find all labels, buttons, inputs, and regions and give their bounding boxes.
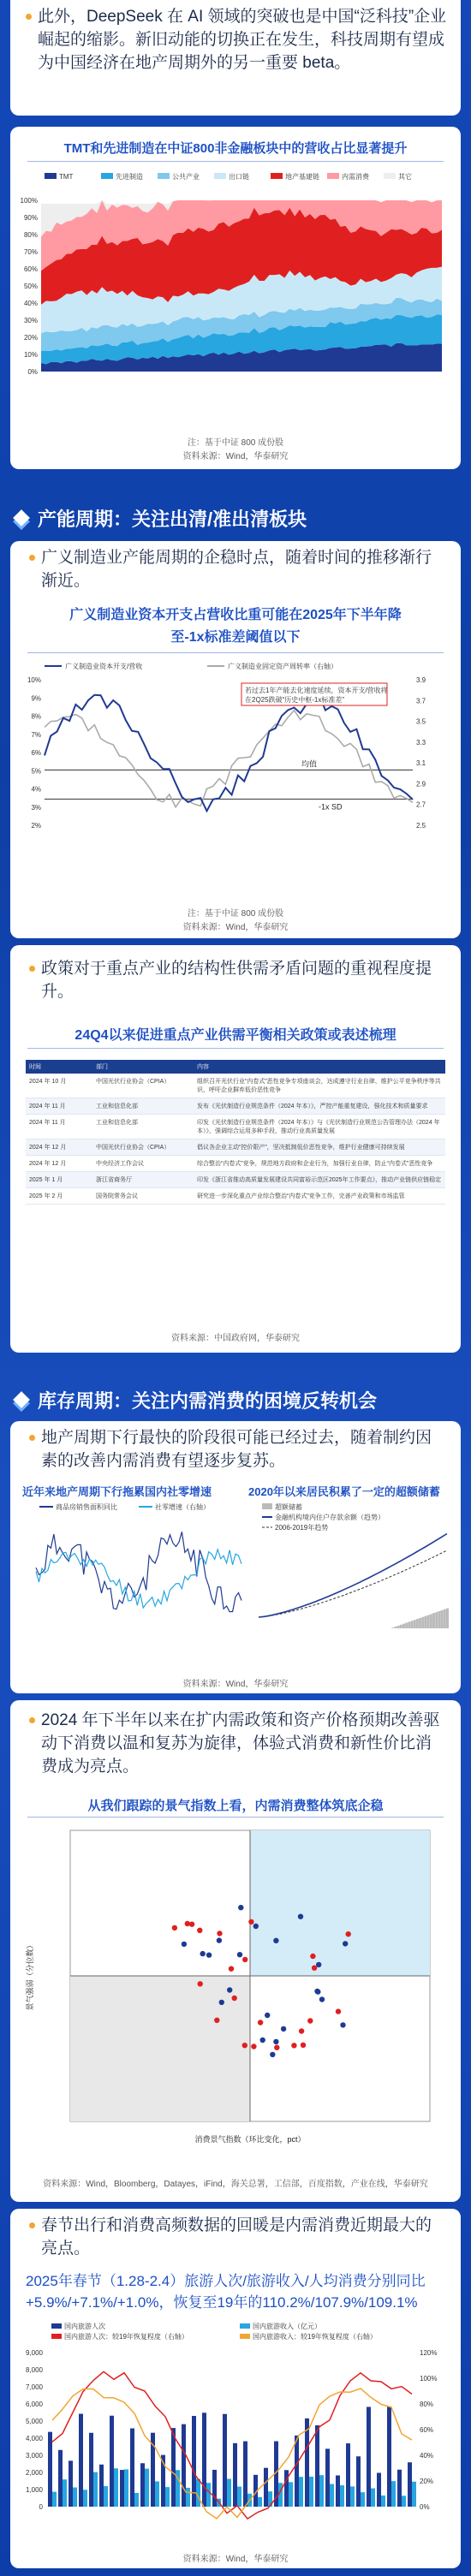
bar-visitors	[356, 2456, 361, 2507]
diamond-icon	[13, 509, 30, 527]
scatter-point	[336, 2008, 341, 2014]
bar-revenue	[299, 2477, 303, 2507]
legend-label: 地产基建链	[285, 173, 319, 181]
bar-visitors	[48, 2432, 52, 2507]
y-right-tick: 2.5	[416, 822, 426, 830]
y-right-tick: 120%	[420, 2349, 438, 2357]
block6-source: 资料来源：Wind，华泰研究	[182, 2555, 289, 2564]
bullet-dot	[26, 14, 32, 20]
annotation-text: 若过去1年产能去化速度延续，资本开支/营收将	[245, 687, 388, 694]
y-left-tick: 7%	[31, 730, 41, 739]
legend-swatch	[384, 173, 396, 179]
bar-visitors	[367, 2406, 371, 2507]
bar-visitors	[202, 2412, 206, 2507]
policy-card	[10, 945, 461, 1353]
y-left-tick: 10%	[27, 676, 41, 684]
y-left-tick: 6,000	[25, 2400, 43, 2408]
y-right-tick: 3.5	[416, 717, 426, 726]
legend-label: 2006-2019年趋势	[275, 1524, 329, 1532]
bar-revenue	[330, 2484, 334, 2507]
bar-revenue	[63, 2479, 67, 2507]
bar-visitors	[171, 2428, 176, 2507]
legend-swatch	[240, 2323, 250, 2329]
scatter-point	[242, 2043, 247, 2048]
scatter-point	[238, 1905, 243, 1910]
bar-visitors	[110, 2416, 114, 2507]
bar-visitors	[243, 2442, 247, 2507]
excess-saving-bar	[421, 1617, 424, 1628]
y-right-tick: 2.7	[416, 800, 426, 809]
table-cell: 浙江省商务厅	[92, 1172, 194, 1188]
title-divider	[27, 652, 444, 653]
scatter-point	[310, 1954, 315, 1959]
table-cell: 发布《光伏制造行业规范条件（2024 年本）》，严控产能重复建设，强化技术和质量要求	[194, 1098, 445, 1115]
legend-swatch	[327, 173, 339, 179]
excess-saving-bar	[394, 1627, 396, 1628]
table-cell: 2025 年 2 月	[26, 1188, 92, 1205]
series-line-turnover	[45, 711, 413, 807]
excess-saving-bar	[419, 1618, 421, 1628]
bar-visitors	[212, 2470, 217, 2507]
y-left-tick: 5%	[31, 767, 41, 776]
table-cell: 印发《光伏制造行业规范条件（2024 年本）》与《光伏制造行业规范公告管理办法（2024 年本）》，强调综合运用多种手段，推动行业高质量发展	[194, 1115, 445, 1139]
legend-label: 超额储蓄	[275, 1503, 302, 1511]
scatter-point	[260, 2038, 265, 2043]
table-cell: 研究进一步深化重点产业综合整治“内卷式”竞争工作，完善产业政策和市场监管	[194, 1188, 445, 1205]
bar-revenue	[52, 2492, 57, 2507]
scatter-point	[172, 1925, 177, 1931]
excess-saving-bar	[432, 1613, 435, 1628]
chart1-card	[10, 127, 461, 469]
y-left-tick: 3%	[31, 803, 41, 812]
legend-label: 其它	[398, 173, 412, 181]
y-left-tick: 8,000	[25, 2366, 43, 2374]
y-tick-label: 90%	[23, 214, 38, 222]
bar-visitors	[408, 2462, 412, 2507]
bar-visitors	[58, 2450, 63, 2507]
scatter-point	[232, 1996, 237, 2001]
scatter-point	[273, 1938, 278, 1943]
diamond-icon	[13, 1391, 30, 1408]
table-row	[26, 1139, 445, 1156]
scatter-point	[214, 2018, 219, 2023]
excess-saving-bar	[430, 1614, 432, 1628]
section4-card	[10, 1421, 461, 1693]
chart2-note: 注：基于中证 800 成份股	[187, 909, 284, 919]
table-cell: 中国光伏行业协会（CPIA）	[92, 1139, 194, 1156]
table-cell: 中央经济工作会议	[92, 1156, 194, 1172]
chart1-note: 注：基于中证 800 成份股	[187, 438, 284, 448]
legend-label: 广义制造业固定资产周转率（右轴）	[228, 663, 337, 670]
scatter-point	[312, 1966, 317, 1971]
bar-visitors	[69, 2460, 73, 2507]
header-dept: 部门	[92, 1060, 194, 1074]
section2-heading: 产能周期：关注出清/准出清板块	[15, 505, 307, 532]
section4-source: 资料来源：Wind，华泰研究	[182, 1680, 289, 1689]
bar-visitors	[284, 2470, 289, 2507]
table-cell: 中国光伏行业协会（CPIA）	[92, 1074, 194, 1098]
block5-chart-title: 从我们跟踪的景气指数上看，内需消费整体筑底企稳	[87, 1799, 384, 1813]
bar-revenue	[206, 2483, 211, 2507]
y-tick-label: 30%	[23, 317, 38, 324]
bar-revenue	[391, 2481, 396, 2507]
chart1-source: 资料来源：Wind，华泰研究	[182, 452, 289, 461]
legend-label: 广义制造业资本开支/营收	[65, 663, 143, 670]
y-left-tick: 6%	[31, 749, 41, 757]
y-left-tick: 9%	[31, 694, 41, 703]
chart1-svg	[10, 166, 461, 431]
y-tick-label: 50%	[23, 283, 38, 290]
scatter-point	[197, 1928, 202, 1933]
table-row	[26, 1156, 445, 1172]
scatter-point	[198, 1981, 203, 1986]
bar-revenue	[145, 2469, 149, 2507]
policy-table-title: 24Q4以来促进重点产业供需平衡相关政策或表述梳理	[75, 1028, 396, 1043]
scatter-point	[219, 2000, 224, 2005]
table-cell: 国务院常务会议	[92, 1188, 194, 1205]
bar-revenue	[237, 2487, 241, 2507]
y-left-tick: 1,000	[25, 2486, 43, 2494]
bar-visitors	[89, 2433, 93, 2507]
legend-label: 国内旅游人次：较19年恢复程度（右轴）	[64, 2333, 188, 2341]
bar-revenue	[83, 2490, 87, 2507]
excess-saving-bar	[400, 1625, 402, 1628]
table-cell: 印发《浙江省推动高质量发展建设共同富裕示范区2025年工作要点》，推动产业链供应链稳定	[194, 1172, 445, 1188]
chart-right-title: 2020年以来居民积累了一定的超额储蓄	[248, 1485, 440, 1498]
scatter-point	[307, 2018, 313, 2023]
y-tick-label: 60%	[23, 265, 38, 273]
legend-label: 内需消费	[342, 173, 369, 181]
scatter-point	[319, 1996, 325, 2002]
legend-label: 国内旅游收入：较19年恢复程度（右轴）	[253, 2333, 377, 2341]
bar-revenue	[319, 2475, 324, 2507]
y-left-tick: 9,000	[25, 2349, 43, 2357]
section2-paragraph: 广义制造业产能周期的企稳时点，随着时间的推移渐行渐近。	[41, 546, 444, 592]
bar-visitors	[325, 2448, 330, 2507]
excess-saving-bar	[402, 1624, 405, 1628]
sd-label: -1x SD	[319, 802, 343, 812]
scatter-point	[265, 2013, 270, 2018]
y-axis-label: 景气强弱（分位数）	[26, 1941, 34, 2011]
header-content: 内容	[194, 1060, 445, 1074]
policy-source: 资料来源：中国政府网，华泰研究	[171, 1334, 300, 1343]
trend-line	[259, 1550, 447, 1617]
bar-visitors	[182, 2424, 186, 2507]
bar-revenue	[104, 2486, 108, 2507]
bullet-dot	[29, 966, 35, 972]
bar-visitors	[130, 2429, 134, 2507]
legend-label: 出口链	[229, 173, 249, 181]
y-left-tick: 2,000	[25, 2469, 43, 2477]
y-left-tick: 2%	[31, 822, 41, 830]
table-cell: 工业和信息化部	[92, 1098, 194, 1115]
series-line-retail	[36, 1550, 241, 1608]
excess-saving-bar	[435, 1612, 438, 1628]
table-cell: 2025 年 1 月	[26, 1172, 92, 1188]
legend-label: 商品房销售面积同比	[56, 1503, 117, 1511]
mean-label: 均值	[301, 759, 318, 769]
intro-card	[10, 0, 461, 116]
legend-label: 国内旅游收入（亿元）	[253, 2323, 321, 2330]
table-cell: 2024 年 11 月	[26, 1098, 92, 1115]
block5-card	[10, 1700, 461, 2202]
intro-paragraph: 此外，DeepSeek 在 AI 领域的突破也是中国“泛科技”企业崛起的缩影。新旧动能的切换正在发生，科技周期有望成为中国经济在地产周期外的另一重要 beta。	[38, 5, 447, 74]
scatter-point	[316, 1962, 321, 1967]
policy-table	[26, 1060, 445, 1205]
quadrant-bg	[70, 1976, 250, 2121]
y-tick-label: 80%	[23, 231, 38, 239]
legend-swatch	[51, 2323, 62, 2329]
bar-revenue	[402, 2496, 406, 2507]
scatter-point	[253, 1924, 259, 1929]
scatter-point	[182, 1942, 187, 1947]
bar-revenue	[289, 2482, 293, 2507]
bar-visitors	[315, 2425, 319, 2507]
excess-saving-bar	[408, 1621, 410, 1628]
header-time: 时间	[26, 1060, 92, 1074]
y-tick-label: 20%	[23, 334, 38, 342]
scatter-point	[298, 1914, 303, 1919]
bullet-dot	[29, 2222, 35, 2228]
chart2-svg	[10, 656, 461, 900]
bar-visitors	[295, 2436, 299, 2507]
bar-revenue	[381, 2496, 385, 2507]
y-right-tick: 3.9	[416, 676, 426, 684]
bar-revenue	[227, 2479, 231, 2507]
excess-saving-bar	[424, 1616, 426, 1628]
bar-visitors	[223, 2414, 227, 2507]
scatter-point	[227, 1987, 232, 1992]
table-row	[26, 1074, 445, 1098]
y-left-tick: 4,000	[25, 2435, 43, 2442]
chart2-title: 广义制造业资本开支占营收比重可能在2025年下半年降至-1x标准差阈值以下	[69, 608, 402, 645]
y-right-tick: 2.9	[416, 780, 426, 788]
scatter-point	[248, 1919, 253, 1925]
excess-saving-bar	[414, 1620, 416, 1628]
bar-visitors	[336, 2475, 340, 2507]
y-left-tick: 0	[39, 2503, 43, 2511]
bar-revenue	[134, 2493, 139, 2507]
bar-visitors	[264, 2468, 268, 2507]
y-right-tick: 0%	[420, 2503, 430, 2511]
chart6-svg	[10, 2318, 461, 2549]
bar-revenue	[371, 2489, 375, 2507]
bar-revenue	[258, 2497, 262, 2507]
excess-saving-bar	[427, 1615, 430, 1628]
bar-visitors	[397, 2470, 402, 2507]
y-right-tick: 3.3	[416, 738, 426, 747]
bar-revenue	[309, 2477, 313, 2507]
excess-saving-bar	[441, 1610, 444, 1628]
scatter-point	[242, 1957, 247, 1962]
excess-saving-bar	[397, 1626, 400, 1628]
block5-paragraph: 2024 年下半年以来在扩内需政策和资产价格预期改善驱动下消费以温和复苏为旋律，体验式消费和新性价比消费成为亮点。	[41, 1709, 444, 1778]
scatter-point	[273, 2039, 278, 2044]
bar-revenue	[165, 2487, 170, 2507]
bar-visitors	[346, 2443, 350, 2507]
table-cell: 2024 年 12 月	[26, 1156, 92, 1172]
table-cell: 2024 年 11 月	[26, 1115, 92, 1139]
y-right-tick: 40%	[420, 2452, 434, 2460]
bar-visitors	[140, 2463, 145, 2507]
bullet-dot	[29, 1717, 35, 1723]
chart1-title: TMT和先进制造在中证800非金融板块中的营收占比显著提升	[63, 141, 408, 156]
y-left-tick: 4%	[31, 785, 41, 794]
chart2-card	[10, 541, 461, 938]
legend-label: 国内旅游人次	[64, 2323, 105, 2330]
scatter-point	[251, 2044, 256, 2049]
bar-revenue	[73, 2488, 77, 2507]
excess-saving-bar	[446, 1609, 449, 1628]
bar-revenue	[350, 2486, 355, 2507]
title-divider	[27, 161, 444, 162]
chart-left-title: 近年来地产周期下行拖累国内社零增速	[22, 1485, 212, 1498]
y-right-tick: 3.7	[416, 697, 426, 705]
y-left-tick: 8%	[31, 712, 41, 721]
table-row	[26, 1098, 445, 1115]
x-axis-label: 消费景气指数（环比变化，pct）	[194, 2135, 306, 2144]
bar-revenue	[340, 2485, 344, 2507]
bullet-dot	[29, 1435, 35, 1441]
table-cell: 组织召开光伏行业“内卷式”恶性竞争专项座谈会，达成遵守行业自律、维护公平竞争秩序等共识，呼吁企业摒弃低价恶性竞争	[194, 1074, 445, 1098]
bar-revenue	[114, 2468, 118, 2507]
table-cell: 倡议各企业主动“控价限产”，坚决抵制低价恶性竞争，维护行业健康可持续发展	[194, 1139, 445, 1156]
table-cell: 工业和信息化部	[92, 1115, 194, 1139]
block6-paragraph: 春节出行和消费高频数据的回暖是内需消费近期最大的亮点。	[41, 2214, 444, 2260]
y-right-tick: 100%	[420, 2375, 438, 2383]
chart5-svg	[10, 1822, 461, 2164]
y-tick-label: 0%	[27, 368, 38, 376]
scatter-point	[274, 2045, 279, 2050]
y-right-tick: 60%	[420, 2426, 434, 2434]
table-row	[26, 1115, 445, 1139]
chart2-source: 资料来源：Wind，华泰研究	[182, 923, 289, 932]
chart4-svg	[10, 1500, 461, 1680]
y-right-tick: 3.1	[416, 759, 426, 768]
excess-saving-bar	[391, 1627, 394, 1628]
scatter-point	[281, 2026, 286, 2032]
scatter-point	[217, 1937, 222, 1942]
legend-swatch	[240, 2334, 250, 2339]
bar-revenue	[412, 2482, 416, 2507]
table-header-row	[26, 1060, 445, 1074]
legend-swatch	[214, 173, 226, 179]
bar-visitors	[387, 2406, 391, 2507]
block3-paragraph: 政策对于重点产业的结构性供需矛盾问题的重视程度提升。	[41, 957, 444, 1003]
table-row	[26, 1172, 445, 1188]
deposit-line	[259, 1534, 447, 1618]
bar-visitors	[79, 2414, 83, 2507]
annotation-text: 在2Q25跌破“历史中枢-1x标准差”	[245, 696, 345, 704]
y-tick-label: 10%	[23, 351, 38, 359]
legend-swatch	[101, 173, 113, 179]
bar-revenue	[124, 2469, 128, 2507]
bar-revenue	[196, 2479, 200, 2507]
legend-label: 公共产业	[172, 173, 200, 181]
legend-label: 金融机构境内住户存款余额（趋势）	[275, 1514, 385, 1521]
scatter-point	[206, 1953, 212, 1958]
bar-visitors	[120, 2470, 124, 2507]
bar-revenue	[186, 2488, 190, 2507]
block6-card	[10, 2209, 461, 2568]
legend-label: TMT	[59, 173, 74, 181]
scatter-point	[340, 2022, 345, 2027]
block6-headline: 2025年春节（1.28-2.4）旅游人次/旅游收入/人均消费分别同比+5.9%/+7.1%/+1.0%，恢复至19年的110.2%/107.9%/109.1%	[26, 2273, 426, 2311]
legend-label: 社零增速（右轴）	[155, 1503, 210, 1511]
scatter-point	[258, 2020, 263, 2025]
y-left-tick: 3,000	[25, 2452, 43, 2460]
bar-visitors	[99, 2465, 104, 2507]
excess-saving-bar	[416, 1619, 419, 1628]
y-left-tick: 7,000	[25, 2383, 43, 2391]
block5-source: 资料来源：Wind，Bloomberg，Datayes，iFind，海关总署，工信部，百度指数，产业在线，华泰研究	[43, 2180, 428, 2189]
scatter-point	[301, 2043, 306, 2048]
excess-saving-bar	[405, 1623, 408, 1628]
scatter-point	[189, 1922, 194, 1927]
excess-saving-bar	[438, 1611, 440, 1628]
bar-revenue	[361, 2492, 365, 2507]
scatter-point	[217, 1931, 222, 1936]
scatter-point	[346, 1931, 351, 1936]
bullet-dot	[29, 555, 35, 561]
y-left-tick: 5,000	[25, 2418, 43, 2425]
scatter-point	[237, 1952, 242, 1957]
bar-visitors	[233, 2443, 237, 2507]
scatter-point	[315, 1989, 320, 1994]
excess-saving-bar	[411, 1621, 414, 1628]
bar-revenue	[155, 2482, 159, 2507]
legend-label: 先进制造	[116, 173, 143, 181]
bar-visitors	[377, 2472, 381, 2507]
y-tick-label: 40%	[23, 300, 38, 307]
table-row	[26, 1188, 445, 1205]
y-tick-label: 100%	[20, 197, 38, 205]
y-tick-label: 70%	[23, 248, 38, 256]
y-right-tick: 20%	[420, 2478, 434, 2485]
table-cell: 2024 年 10 月	[26, 1074, 92, 1098]
section4-heading: 库存周期：关注内需消费的困境反转机会	[15, 1387, 377, 1413]
legend-swatch	[158, 173, 170, 179]
scatter-point	[343, 1941, 348, 1946]
table-cell: 综合整治“内卷式”竞争，规范地方政府和企业行为，加强行业自律，防止“内卷式”恶性竞争	[194, 1156, 445, 1172]
legend-swatch	[51, 2334, 62, 2339]
scatter-point	[200, 1951, 206, 1956]
quadrant-bg	[250, 1830, 430, 1976]
legend-swatch	[45, 173, 57, 179]
y-right-tick: 80%	[420, 2400, 434, 2408]
scatter-point	[299, 2028, 304, 2033]
title-divider	[27, 1048, 444, 1049]
excess-saving-bar	[444, 1609, 446, 1628]
scatter-point	[270, 2052, 275, 2057]
scatter-point	[291, 2043, 296, 2048]
legend-swatch	[262, 1503, 272, 1509]
scatter-point	[229, 1966, 234, 1972]
section4-paragraph: 地产周期下行最快的阶段很可能已经过去，随着制约因素的改善内需消费有望逐步复苏。	[41, 1426, 444, 1472]
legend-swatch	[271, 173, 283, 179]
bar-revenue	[93, 2472, 98, 2507]
table-cell: 2024 年 12 月	[26, 1139, 92, 1156]
